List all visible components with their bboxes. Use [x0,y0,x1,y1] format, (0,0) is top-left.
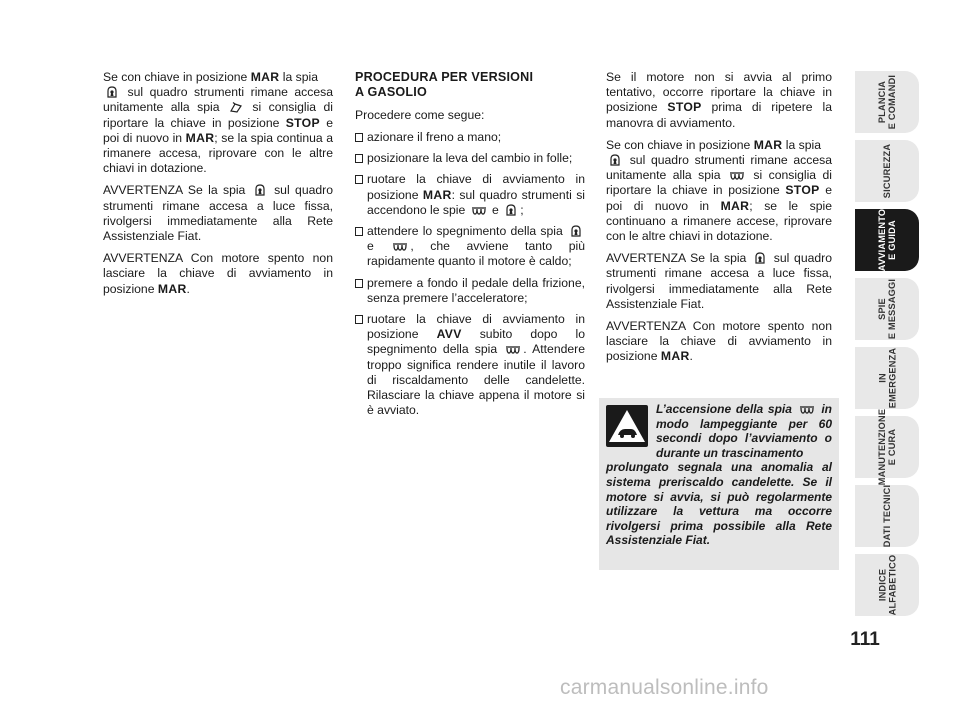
text-column-middle [355,70,585,424]
watermark: carmanualsonline.info [560,676,769,699]
tab-indice-alfabetico[interactable]: INDICE ALFABETICO [855,554,919,616]
bullet-square-icon [355,279,363,288]
paragraph: Se con chiave in posizione MAR la spia sul quadro strumenti rimane accesa unitamente alla spia si consiglia di riportare la chiave in posizione STOP e poi di nuovo in MAR; se la spia continua a rimanere accesa, riprovare con le altre chiavi in dotazione. [103,70,333,176]
paragraph: AVVERTENZA Con motore spento non lasciare la chiave di avviamento in posizione MAR. [103,251,333,296]
tab-sicurezza[interactable]: SICUREZZA [855,140,919,202]
paragraph: Procedere come segue: [355,107,485,122]
glow-plug-icon [729,171,745,181]
paragraph: AVVERTENZA Se la spia sul quadro strumenti rimane accesa a luce fissa, rivolgersi immediatamente alla Rete Assistenziale Fiat. [103,183,333,244]
tab-plancia-e-comandi[interactable]: PLANCIA E COMANDI [855,71,919,133]
text-column-left [103,70,333,304]
tab-spie-e-messaggi[interactable]: SPIE E MESSAGGI [855,278,919,340]
warning-text: L’accensione della spia in modo lampeggiante per 60 secondi dopo l’avviamento o durante un trascinamento prolungato segnala una anomalia al sistema preriscaldo candelette. Se il motore si avvia, si può regolarmente utilizzare la vettura ma occorre rivolgersi prima possibile alla Rete Assistenziale Fiat. [606,402,832,548]
glow-plug-icon [471,206,487,216]
section-heading: PROCEDURA PER VERSIONI A GASOLIO [355,70,534,100]
injection-icon [229,102,243,113]
immobilizer-icon [608,153,622,166]
glow-plug-icon [505,345,521,355]
tab-in-emergenza[interactable]: IN EMERGENZA [855,347,919,409]
paragraph: Se con chiave in posizione MAR la spia sul quadro strumenti rimane accesa unitamente alla spia si consiglia di riportare la chiave in posizione STOP e poi di nuovo in MAR; se le spie continuano a rimanere accese, riprovare con le altre chiavi in dotazione. [606,137,832,244]
list-item: premere a fondo il pedale della frizione, senza premere l’acceleratore; [355,276,585,306]
tab-avviamento-e-guida[interactable]: AVVIAMENTO E GUIDA [855,209,919,271]
bullet-square-icon [355,227,363,236]
paragraph: Se il motore non si avvia al primo tentativo, occorre riportare la chiave in posizione STOP prima di ripetere la manovra di avviamento. [606,70,832,130]
glow-plug-icon [799,405,815,415]
bullet-square-icon [355,133,363,142]
paragraph: AVVERTENZA Se la spia sul quadro strumenti rimane accesa a luce fissa, rivolgersi immediatamente alla Rete Assistenziale Fiat. [606,251,832,311]
list-item: ruotare la chiave di avviamento in posizione AVV subito dopo lo spegnimento della spia . Attendere troppo significa rendere inutile il lavoro di riscaldamento delle candelette. Rilasciare la chiave appena il motore si è avviato. [355,312,585,418]
list-item: attendere lo spegnimento della spia e , che avviene tanto più rapidamente quanto il motore è caldo; [355,224,585,270]
immobilizer-icon [504,203,518,216]
text-column-right [606,70,832,372]
immobilizer-icon [253,183,267,196]
bullet-square-icon [355,154,363,163]
bullet-square-icon [355,315,363,324]
page-number: 111 [850,629,880,650]
list-item: ruotare la chiave di avviamento in posizione MAR: sul quadro strumenti si accendono le spie e ; [355,172,585,218]
list-item: posizionare la leva del cambio in folle; [355,151,585,166]
glow-plug-icon [392,242,408,252]
bullet-square-icon [355,175,363,184]
immobilizer-icon [105,85,119,98]
tab-manutenzione-e-cura[interactable]: MANUTENZIONE E CURA [855,416,919,478]
immobilizer-icon [753,251,767,264]
list-item: azionare il freno a mano; [355,130,585,145]
paragraph: AVVERTENZA Con motore spento non lasciare la chiave di avviamento in posizione MAR. [606,319,832,364]
tab-dati-tecnici[interactable]: DATI TECNICI [855,485,919,547]
immobilizer-icon [569,224,583,237]
procedure-list [355,130,585,418]
